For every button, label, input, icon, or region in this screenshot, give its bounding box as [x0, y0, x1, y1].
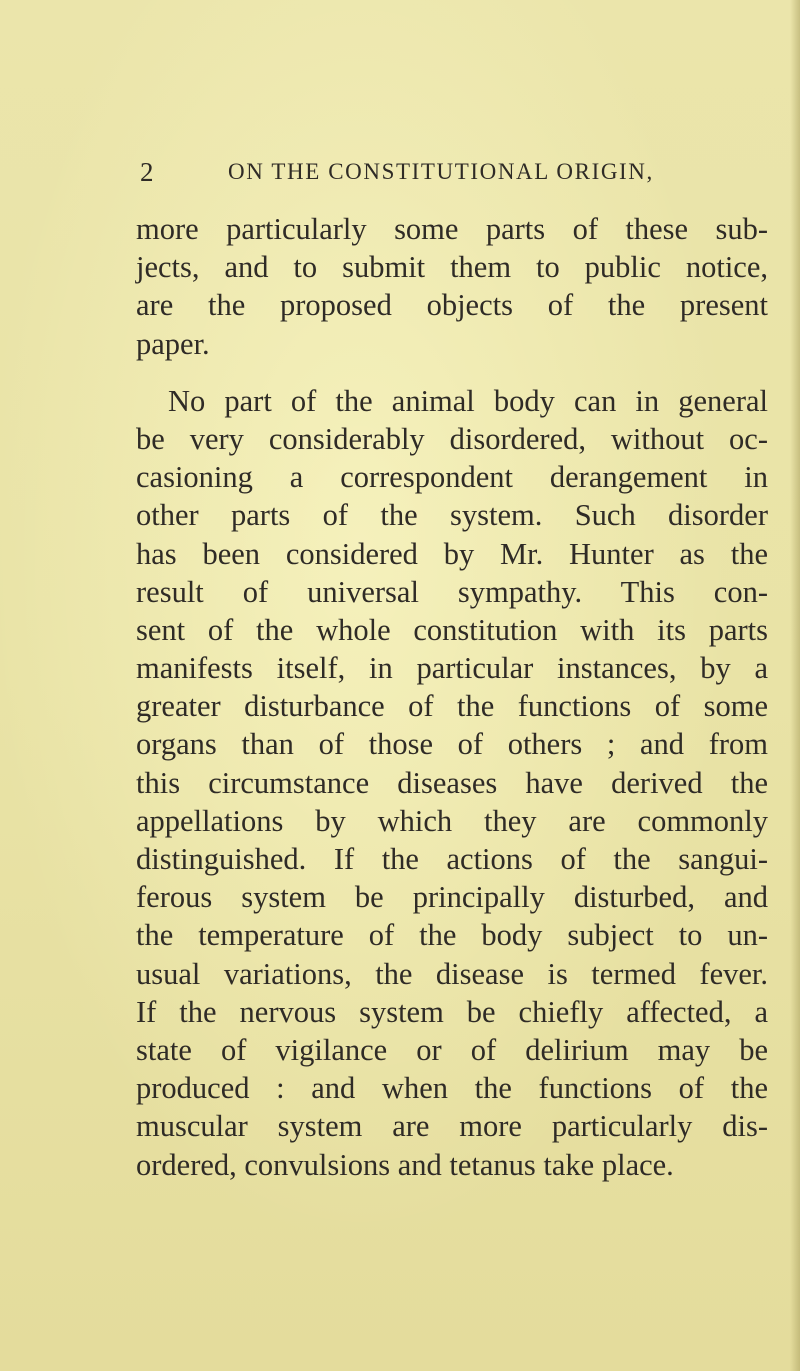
page-number: 2 — [140, 157, 154, 187]
text-line: sent of the whole constitution with its parts — [136, 612, 768, 647]
text-line: usual variations, the disease is termed fever. — [136, 956, 768, 991]
text-line: If the nervous system be chiefly affected, a — [136, 994, 768, 1029]
text-line: jects, and to submit them to public notice, — [136, 250, 768, 285]
text-line: organs than of those of others ; and from — [136, 727, 768, 762]
text-line: result of universal sympathy. This con- — [136, 574, 768, 609]
text-line: ferous system be principally disturbed, and — [136, 880, 768, 915]
text-line: paper. — [136, 326, 210, 361]
page-edge-shadow — [790, 0, 800, 1371]
text-line: distinguished. If the actions of the sangui- — [136, 842, 768, 876]
text-line: are the proposed objects of the present — [136, 288, 768, 323]
text-line: be very considerably disordered, without oc- — [136, 421, 768, 456]
paragraph — [136, 210, 768, 363]
text-line: other parts of the system. Such disorder — [136, 498, 768, 533]
running-title: ON THE CONSTITUTIONAL ORIGIN, — [228, 159, 654, 184]
text-line: manifests itself, in particular instances, by a — [136, 651, 768, 686]
text-line: produced : and when the functions of the — [136, 1071, 768, 1106]
text-line: has been considered by Mr. Hunter as the — [136, 536, 768, 571]
text-line: state of vigilance or of delirium may be — [136, 1032, 768, 1067]
paragraph-gap — [136, 363, 768, 382]
body-text — [136, 210, 768, 1184]
text-line: No part of the animal body can in general — [168, 383, 768, 418]
text-line: this circumstance diseases have derived the — [136, 765, 768, 800]
text-line: muscular system are more particularly dis- — [136, 1109, 768, 1144]
running-head — [136, 152, 768, 192]
text-line: casioning a correspondent derangement in — [136, 460, 768, 495]
text-line: ordered, convulsions and tetanus take place. — [136, 1147, 674, 1182]
text-line: more particularly some parts of these sub- — [136, 212, 768, 246]
text-line: greater disturbance of the functions of some — [136, 689, 768, 724]
text-line: appellations by which they are commonly — [136, 803, 768, 838]
paragraph — [136, 382, 768, 1184]
text-line: the temperature of the body subject to un- — [136, 918, 768, 953]
